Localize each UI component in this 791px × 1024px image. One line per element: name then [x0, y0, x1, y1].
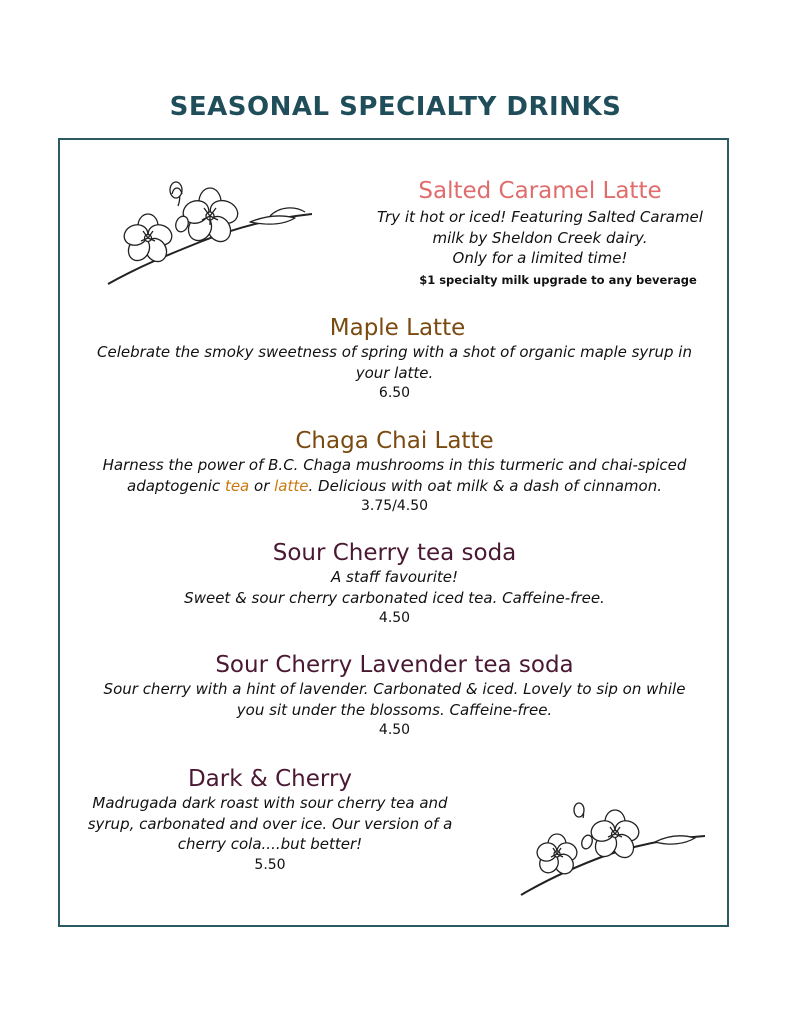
item-price: 6.50: [378, 385, 411, 401]
item-name: Sour Cherry Lavender tea soda: [215, 652, 574, 678]
item-price: 4.50: [378, 722, 411, 738]
desc-line: Try it hot or iced! Featuring Salted Caramel: [377, 208, 703, 226]
desc-line: A staff favourite!: [330, 568, 458, 586]
item-description: [62, 455, 727, 496]
item-name: Salted Caramel Latte: [418, 178, 662, 204]
cherry-blossom-branch-top-left-icon: [100, 176, 315, 291]
latte-highlight: latte: [274, 476, 309, 495]
menu-item-maple-latte: [62, 314, 727, 404]
desc-line: Madrugada dark roast with sour cherry tea and: [92, 794, 448, 812]
menu-item-dark-and-cherry: [64, 765, 476, 876]
desc-line: Sweet & sour cherry carbonated iced tea. Caffeine-free.: [184, 588, 605, 607]
desc-line: syrup, carbonated and over ice. Our version of a: [87, 814, 453, 833]
desc-line: Sour cherry with a hint of lavender. Carbonated & iced. Lovely to sip on while: [103, 680, 686, 698]
tea-highlight: tea: [224, 476, 250, 495]
item-description: [64, 793, 476, 855]
menu-item-sour-cherry-lavender-tea-soda: [62, 651, 727, 741]
item-name: Maple Latte: [329, 315, 466, 341]
item-price: 4.50: [378, 610, 411, 626]
cherry-blossom-branch-bottom-right-icon: [515, 800, 710, 900]
desc-line: Celebrate the smoky sweetness of spring with a shot of organic maple syrup in: [97, 343, 692, 361]
menu-item-sour-cherry-tea-soda: [62, 539, 727, 629]
item-note: $1 specialty milk upgrade to any beverage: [419, 272, 697, 287]
desc-line: cherry cola....but better!: [177, 835, 363, 853]
menu-item-salted-caramel-latte: [360, 177, 720, 291]
desc-line: you sit under the blossoms. Caffeine-free.: [236, 700, 553, 719]
desc-text: adaptogenic: [127, 476, 225, 495]
item-name: Chaga Chai Latte: [295, 428, 494, 454]
item-description: [62, 679, 727, 720]
desc-text: . Delicious with oat milk & a dash of cinnamon.: [308, 476, 662, 495]
item-description: [360, 207, 720, 269]
desc-line: Harness the power of B.C. Chaga mushrooms in this turmeric and chai-spiced: [102, 456, 687, 474]
page-title: SEASONAL SPECIALTY DRINKS: [169, 92, 622, 122]
item-description: [62, 342, 727, 383]
desc-text: or: [249, 476, 275, 495]
item-price: 3.75/4.50: [360, 498, 429, 514]
item-name: Sour Cherry tea soda: [272, 540, 517, 566]
menu-item-chaga-chai-latte: [62, 427, 727, 517]
desc-line: your latte.: [355, 363, 434, 382]
desc-line: Only for a limited time!: [452, 249, 628, 267]
desc-line: milk by Sheldon Creek dairy.: [432, 228, 648, 247]
item-price: 5.50: [254, 856, 286, 873]
item-description: [62, 567, 727, 608]
item-name: Dark & Cherry: [187, 766, 353, 792]
